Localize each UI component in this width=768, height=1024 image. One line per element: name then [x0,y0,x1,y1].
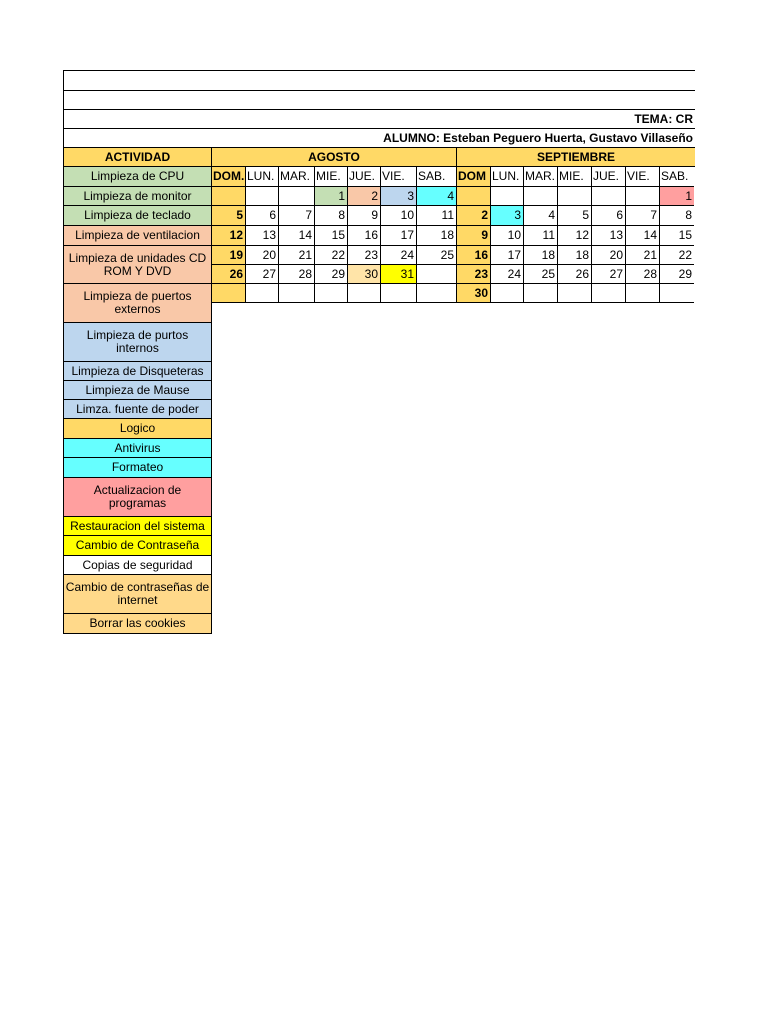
calendar-day-cell[interactable]: 20 [245,245,279,265]
weekday-header[interactable]: DOM [456,166,491,187]
calendar-day-cell[interactable]: 17 [380,225,417,246]
calendar-day-cell[interactable]: 2 [347,186,381,206]
calendar-day-cell[interactable]: 10 [490,225,524,246]
calendar-day-cell[interactable] [380,283,417,303]
activity-label[interactable]: Limpieza de Mause [63,380,212,400]
calendar-day-cell[interactable]: 4 [416,186,457,206]
calendar-day-cell[interactable]: 18 [557,245,592,265]
calendar-day-cell[interactable] [557,186,592,206]
calendar-day-cell[interactable]: 23 [347,245,381,265]
calendar-day-cell[interactable]: 3 [380,186,417,206]
calendar-day-cell[interactable]: 5 [211,205,246,226]
calendar-day-cell[interactable]: 8 [659,205,694,226]
calendar-day-cell[interactable]: 16 [456,245,491,265]
activity-label[interactable]: Limpieza de Disqueteras [63,361,212,381]
calendar-day-cell[interactable]: 25 [416,245,457,265]
calendar-day-cell[interactable]: 14 [625,225,660,246]
calendar-day-cell[interactable]: 29 [314,264,348,284]
weekday-header[interactable]: MIE. [314,166,348,187]
calendar-day-cell[interactable] [211,283,246,303]
weekday-header[interactable]: MIE. [557,166,592,187]
calendar-day-cell[interactable]: 9 [456,225,491,246]
calendar-day-cell[interactable]: 16 [347,225,381,246]
calendar-day-cell[interactable]: 1 [314,186,348,206]
activity-label[interactable]: Limpieza de teclado [63,205,212,226]
calendar-day-cell[interactable]: 22 [314,245,348,265]
calendar-day-cell[interactable]: 20 [591,245,626,265]
activity-label[interactable]: Limpieza de ventilacion [63,225,212,246]
calendar-day-cell[interactable] [211,186,246,206]
calendar-day-cell[interactable]: 22 [659,245,694,265]
calendar-day-cell[interactable]: 8 [314,205,348,226]
calendar-day-cell[interactable]: 17 [490,245,524,265]
weekday-header[interactable]: SAB. [416,166,457,187]
weekday-header[interactable]: JUE. [591,166,626,187]
calendar-day-cell[interactable]: 26 [557,264,592,284]
activity-label[interactable]: Copias de seguridad [63,555,212,575]
calendar-day-cell[interactable] [490,186,524,206]
calendar-day-cell[interactable] [625,283,660,303]
activity-label[interactable]: Limpieza de purtos internos [63,322,212,362]
calendar-day-cell[interactable]: 13 [591,225,626,246]
title-row-1[interactable] [63,70,695,91]
activity-label[interactable]: Limza. fuente de poder [63,399,212,419]
tema-row[interactable]: TEMA: CR [63,109,695,129]
calendar-day-cell[interactable]: 11 [523,225,558,246]
weekday-header[interactable]: SAB. [659,166,694,187]
title-row-2[interactable] [63,90,695,110]
weekday-header[interactable]: VIE. [380,166,417,187]
calendar-day-cell[interactable] [557,283,592,303]
calendar-day-cell[interactable]: 25 [523,264,558,284]
activity-label[interactable]: Limpieza de monitor [63,186,212,206]
calendar-day-cell[interactable] [347,283,381,303]
calendar-day-cell[interactable]: 12 [557,225,592,246]
calendar-day-cell[interactable]: 30 [456,283,491,303]
calendar-day-cell[interactable]: 19 [211,245,246,265]
calendar-day-cell[interactable]: 10 [380,205,417,226]
calendar-day-cell[interactable]: 23 [456,264,491,284]
weekday-header[interactable]: LUN. [245,166,279,187]
activity-label[interactable]: Antivirus [63,438,212,458]
calendar-day-cell[interactable] [245,186,279,206]
activity-label[interactable]: Limpieza de puertos externos [63,283,212,323]
calendar-day-cell[interactable]: 6 [245,205,279,226]
month-header-septiembre[interactable]: SEPTIEMBRE [456,147,695,167]
calendar-day-cell[interactable]: 31 [380,264,417,284]
calendar-day-cell[interactable] [523,283,558,303]
calendar-day-cell[interactable]: 18 [523,245,558,265]
calendar-day-cell[interactable]: 24 [380,245,417,265]
calendar-day-cell[interactable] [245,283,279,303]
actividad-header[interactable]: ACTIVIDAD [63,147,212,167]
calendar-day-cell[interactable] [591,283,626,303]
calendar-day-cell[interactable] [625,186,660,206]
calendar-day-cell[interactable] [523,186,558,206]
calendar-day-cell[interactable]: 7 [625,205,660,226]
calendar-day-cell[interactable] [659,283,694,303]
calendar-day-cell[interactable]: 21 [625,245,660,265]
calendar-day-cell[interactable]: 27 [245,264,279,284]
activity-label[interactable]: Formateo [63,457,212,478]
activity-label[interactable]: Restauracion del sistema [63,516,212,536]
calendar-day-cell[interactable]: 13 [245,225,279,246]
calendar-day-cell[interactable] [416,264,457,284]
calendar-day-cell[interactable]: 24 [490,264,524,284]
weekday-header[interactable]: VIE. [625,166,660,187]
activity-label[interactable]: Limpieza de unidades CD ROM Y DVD [63,245,212,284]
calendar-day-cell[interactable] [490,283,524,303]
calendar-day-cell[interactable]: 28 [278,264,315,284]
calendar-day-cell[interactable]: 30 [347,264,381,284]
calendar-day-cell[interactable]: 26 [211,264,246,284]
calendar-day-cell[interactable]: 18 [416,225,457,246]
month-header-agosto[interactable]: AGOSTO [211,147,457,167]
calendar-day-cell[interactable] [456,186,491,206]
calendar-day-cell[interactable]: 14 [278,225,315,246]
activity-label[interactable]: Limpieza de CPU [63,166,212,187]
activity-label[interactable]: Logico [63,418,212,439]
calendar-day-cell[interactable] [278,283,315,303]
calendar-day-cell[interactable]: 9 [347,205,381,226]
calendar-day-cell[interactable]: 4 [523,205,558,226]
weekday-header[interactable]: MAR. [278,166,315,187]
calendar-day-cell[interactable]: 29 [659,264,694,284]
calendar-day-cell[interactable]: 6 [591,205,626,226]
calendar-day-cell[interactable] [314,283,348,303]
calendar-day-cell[interactable]: 11 [416,205,457,226]
calendar-day-cell[interactable]: 27 [591,264,626,284]
calendar-day-cell[interactable]: 12 [211,225,246,246]
calendar-day-cell[interactable] [416,283,457,303]
calendar-day-cell[interactable] [278,186,315,206]
calendar-day-cell[interactable]: 21 [278,245,315,265]
calendar-day-cell[interactable]: 15 [314,225,348,246]
activity-label[interactable]: Borrar las cookies [63,613,212,634]
alumno-row[interactable]: ALUMNO: Esteban Peguero Huerta, Gustavo Villaseño [63,128,695,148]
calendar-day-cell[interactable]: 2 [456,205,491,226]
calendar-day-cell[interactable]: 1 [659,186,694,206]
calendar-day-cell[interactable] [591,186,626,206]
activity-label[interactable]: Cambio de contraseñas de internet [63,574,212,614]
calendar-day-cell[interactable]: 3 [490,205,524,226]
activity-label[interactable]: Actualizacion de programas [63,477,212,517]
calendar-day-cell[interactable]: 15 [659,225,694,246]
calendar-day-cell[interactable]: 28 [625,264,660,284]
activity-label[interactable]: Cambio de Contraseña [63,535,212,556]
weekday-header[interactable]: DOM. [211,166,246,187]
weekday-header[interactable]: LUN. [490,166,524,187]
calendar-day-cell[interactable]: 7 [278,205,315,226]
weekday-header[interactable]: MAR. [523,166,558,187]
weekday-header[interactable]: JUE. [347,166,381,187]
calendar-day-cell[interactable]: 5 [557,205,592,226]
